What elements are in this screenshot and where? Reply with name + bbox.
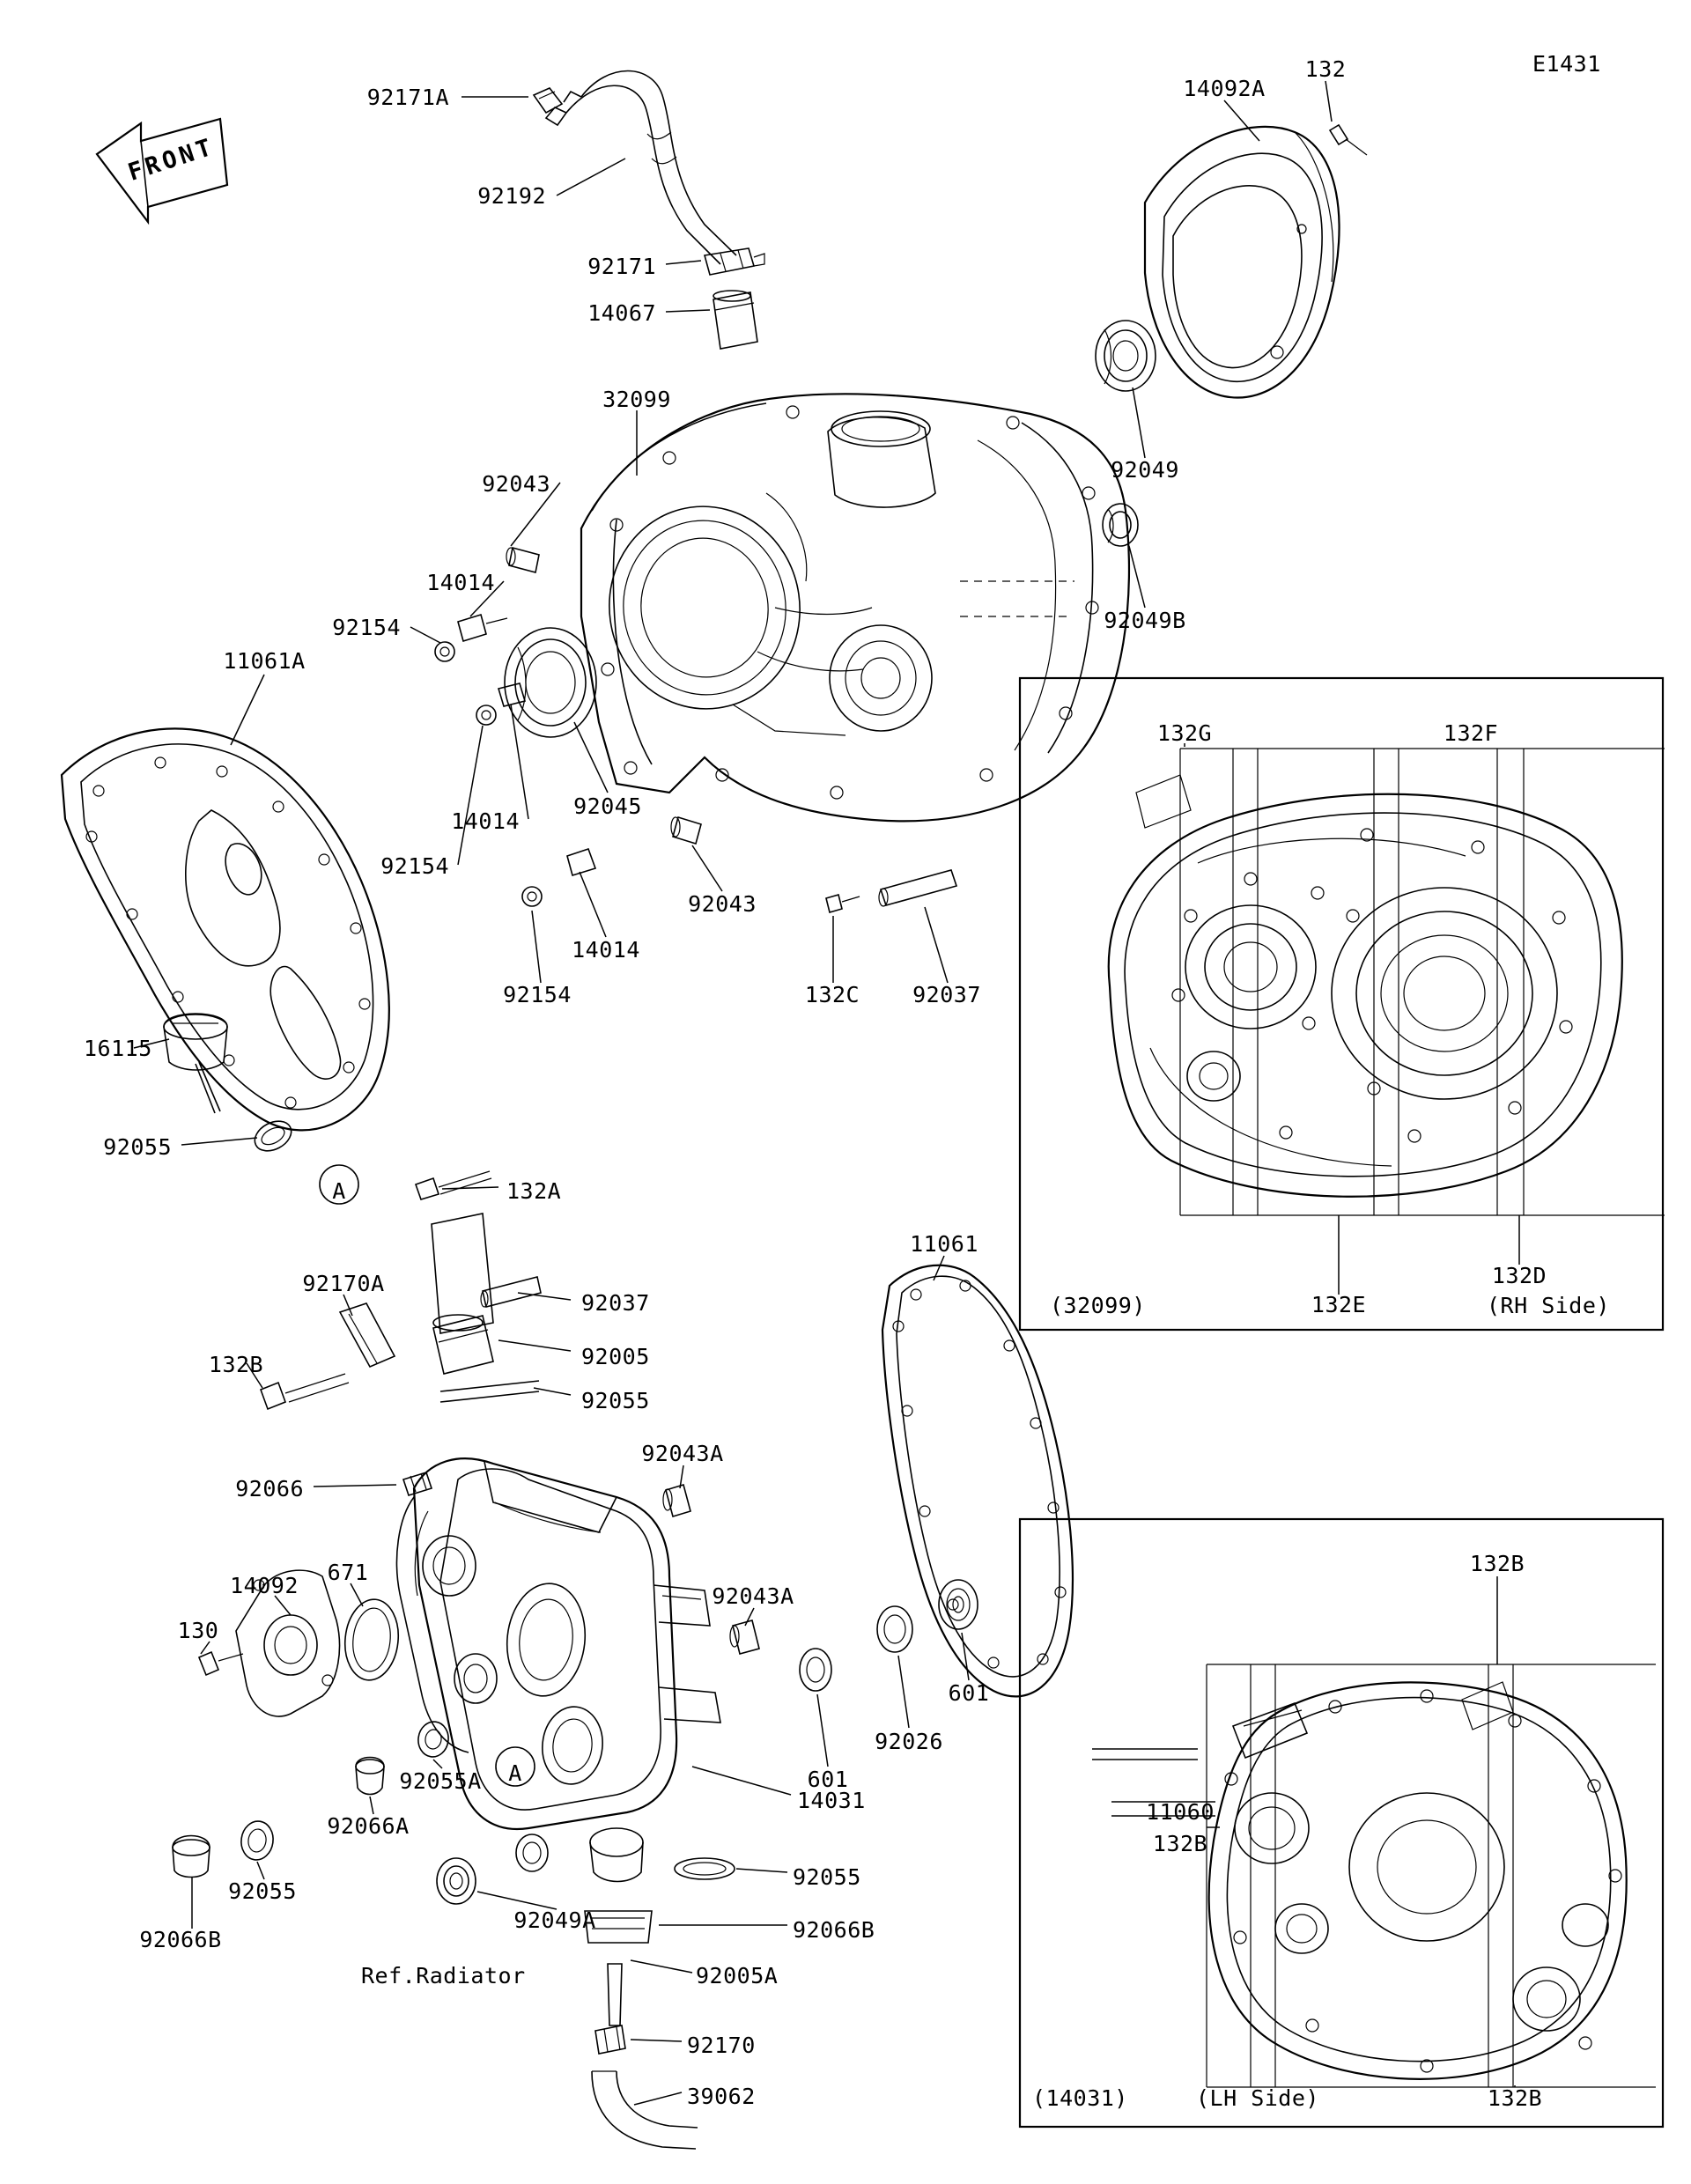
fitting-92005	[432, 1214, 493, 1374]
part-label-a: A	[508, 1760, 522, 1786]
inset-caption-lh-side: (LH Side)	[1196, 2085, 1319, 2111]
part-label-a: A	[332, 1178, 346, 1204]
dowel-pin-92043-lower	[671, 817, 701, 844]
part-label-92049b: 92049B	[1104, 608, 1186, 633]
bearing-601-a	[800, 1649, 831, 1691]
part-label-132b: 132B	[1152, 1831, 1208, 1856]
bolt-set-14014-92154-b	[476, 683, 525, 725]
part-label-92049: 92049	[1111, 457, 1179, 483]
part-label-132d: 132D	[1491, 1263, 1547, 1288]
part-label-14014: 14014	[572, 937, 640, 963]
part-label-92043a: 92043A	[641, 1441, 724, 1466]
part-label-92055: 92055	[581, 1388, 650, 1413]
inset-32099-rh-frame	[1020, 678, 1663, 1330]
part-label-11061a: 11061A	[223, 648, 306, 674]
clamp-92170A	[340, 1303, 395, 1367]
pin-92037-main	[879, 870, 956, 906]
cap-92066B-left	[173, 1836, 210, 1878]
inset-caption-rh-side: (RH Side)	[1487, 1293, 1610, 1318]
part-label-16115: 16115	[84, 1036, 152, 1061]
clutch-cover-32099	[581, 394, 1129, 821]
part-label-92055: 92055	[228, 1878, 297, 1904]
collar-92026	[877, 1606, 912, 1652]
part-label-132b: 132B	[1469, 1551, 1525, 1576]
part-label-92171: 92171	[587, 254, 656, 279]
o-ring-92055-lower-left	[239, 1819, 276, 1863]
part-label-92055: 92055	[103, 1134, 172, 1160]
washer-92066B-pair	[516, 1834, 548, 1871]
front-label: FRONT	[124, 133, 218, 187]
bolt-132C	[826, 895, 860, 912]
bearing-92045	[505, 628, 596, 737]
part-label-92055a: 92055A	[399, 1768, 482, 1794]
breather-hose-92192	[546, 71, 736, 265]
part-label-132e: 132E	[1311, 1292, 1367, 1317]
bolt-130	[199, 1652, 243, 1675]
part-label-132: 132	[1304, 56, 1347, 82]
part-label-14092a: 14092A	[1183, 76, 1266, 101]
oil-filler-cap-16115	[164, 1014, 227, 1113]
part-label-92043: 92043	[688, 891, 757, 917]
water-pump-housing-14031	[397, 1458, 720, 2025]
breather-fitting-14067	[713, 291, 757, 349]
part-label-671: 671	[327, 1560, 369, 1585]
part-label-130: 130	[177, 1618, 219, 1643]
bolt-132B-left	[261, 1374, 349, 1409]
part-label-39062: 39062	[687, 2084, 756, 2109]
oil-seal-92049	[1096, 321, 1156, 391]
hose-clamp-92171	[705, 248, 764, 275]
part-label-92066: 92066	[235, 1476, 304, 1502]
part-label-132f: 132F	[1443, 720, 1499, 746]
part-label-132c: 132C	[804, 982, 860, 1007]
diagram-id: E1431	[1532, 51, 1601, 77]
oil-seal-92049B	[1103, 504, 1138, 546]
front-direction-marker	[97, 114, 229, 207]
part-label-refradiator: Ref.Radiator	[361, 1963, 526, 1988]
part-label-92066b: 92066B	[139, 1927, 222, 1952]
part-label-92049a: 92049A	[513, 1907, 596, 1933]
part-label-92055: 92055	[793, 1864, 861, 1890]
part-label-92066a: 92066A	[327, 1813, 410, 1839]
inset-caption-14031: (14031)	[1032, 2085, 1128, 2111]
part-label-92026: 92026	[875, 1729, 943, 1754]
inset-32099-rh-drawing	[1109, 743, 1665, 1295]
part-label-92066b: 92066B	[793, 1917, 875, 1943]
part-label-92192: 92192	[477, 183, 546, 209]
part-label-132b: 132B	[208, 1352, 264, 1377]
part-label-92154: 92154	[332, 615, 401, 640]
bolt-132A	[416, 1171, 491, 1199]
part-label-132g: 132G	[1156, 720, 1213, 746]
part-label-14014: 14014	[451, 808, 520, 834]
gasket-11061A	[62, 728, 389, 1130]
inset-caption-32099: (32099)	[1050, 1293, 1146, 1318]
o-ring-671	[341, 1597, 402, 1683]
clamp-92170	[595, 2025, 625, 2054]
part-label-92154: 92154	[380, 853, 449, 879]
cover-14092A	[1145, 127, 1340, 398]
part-label-14031: 14031	[797, 1788, 866, 1813]
dowel-pin-92043-upper	[506, 548, 539, 572]
part-label-11061: 11061	[910, 1231, 978, 1257]
o-ring-92055-outlet	[675, 1858, 735, 1879]
part-label-92037: 92037	[912, 982, 981, 1007]
part-label-14067: 14067	[587, 300, 656, 326]
part-label-132b: 132B	[1487, 2085, 1543, 2111]
part-label-92045: 92045	[573, 793, 642, 819]
part-label-601: 601	[948, 1680, 990, 1706]
part-label-92005: 92005	[581, 1344, 650, 1369]
part-label-14014: 14014	[426, 570, 495, 595]
part-label-92170a: 92170A	[302, 1271, 385, 1296]
part-label-92170: 92170	[687, 2033, 756, 2058]
part-label-92005a: 92005A	[696, 1963, 779, 1988]
o-ring-92055-cap	[250, 1115, 297, 1156]
bolt-132	[1330, 125, 1367, 155]
part-label-92043a: 92043A	[712, 1583, 794, 1609]
part-label-132a: 132A	[506, 1178, 562, 1204]
part-label-92037: 92037	[581, 1290, 650, 1316]
part-label-92171a: 92171A	[366, 85, 449, 110]
part-label-11060: 11060	[1146, 1799, 1215, 1825]
o-ring-92055-mid	[440, 1381, 539, 1402]
part-label-14092: 14092	[230, 1573, 299, 1598]
dowel-pin-92043A-upper	[663, 1485, 690, 1516]
part-label-32099: 32099	[602, 387, 671, 412]
plug-92066A	[356, 1758, 384, 1795]
bolt-set-14014-92154-a	[435, 615, 507, 661]
part-label-601: 601	[807, 1767, 849, 1792]
seal-92049A	[437, 1858, 476, 1904]
bolt-set-14014-92154-c	[522, 849, 595, 906]
part-label-92043: 92043	[482, 471, 550, 497]
part-label-92154: 92154	[503, 982, 572, 1007]
hose-39062	[592, 2071, 698, 2149]
